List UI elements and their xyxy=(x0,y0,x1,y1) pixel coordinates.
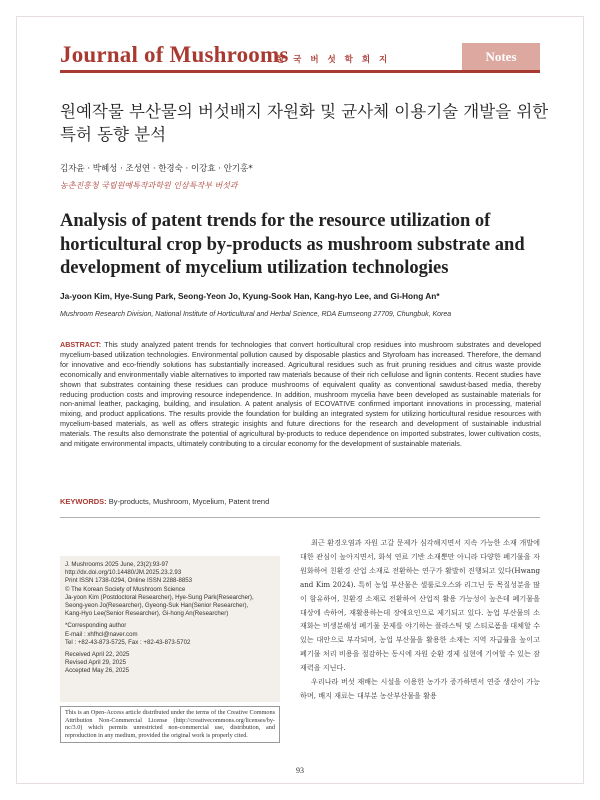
email: E-mail : xhfhcl@naver.com xyxy=(65,630,138,638)
received-date: Received April 22, 2025 xyxy=(65,651,130,659)
affiliation-english: Mushroom Research Division, National Institute of Horticultural and Herbal Science, RDA Eumseong 27709, Chungbuk, Korea xyxy=(60,311,452,318)
author-roles: Seong-yeon Jo(Researcher), Gyeong-Suk Han(Senior Researcher), xyxy=(65,602,249,610)
header-rule xyxy=(60,70,540,73)
journal-title: Journal of Mushrooms xyxy=(60,42,289,67)
license-notice: This is an Open-Access article distributed under the terms of the Creative Commons Attribution Non-Commercial License (http://creativecommons.org/licenses/by-nc/3.0) which permits unrestricted non-commercial use, distribution, and reproduction in any medium, provided the original work is properly cited. xyxy=(60,706,280,743)
section-divider xyxy=(60,517,540,518)
article-title-korean: 원예작물 부산물의 버섯배지 자원화 및 균사체 이용기술 개발을 위한 특허 동향 분석 xyxy=(60,102,549,144)
body-text xyxy=(300,536,540,703)
body-paragraph: 최근 환경오염과 자원 고갈 문제가 심각해지면서 지속 가능한 소재 개발에 대한 관심이 높아지면서, 화석 연료 기반 소재뿐만 아니라 다양한 폐기물을 자원화하여 친환경 산업 소재로 전환하는 연구가 활발히 진행되고 있다(Hwang and Kim 2024). 특히 농업 부산물은 셀룰로오스와 리그닌 등 목질성분을 많이 함유하여, 친환경 소재로 전환하여 산업적 활용 가능성이 높은데 폐기물을 대상에 속하여, 재활용하는데 장애요인으로 제기되고 있다. 농업 부산물의 소재화는 비생분해성 폐기물 문제를 야기하는 플라스틱 및 스티로폼을 대체할 수 있는 대안으로 부각되며, 농업 부산물을 활용한 소재는 지역 자급률을 높이고 폐기물 처리 비용을 절감하는 동시에 자원 순환 경제 실현에 기여할 수 있는 잠재력을 지닌다. xyxy=(300,538,540,673)
article-title-english: Analysis of patent trends for the resource utilization of horticultural crop by-products as mushroom substrate and development of mycelium utilization technologies xyxy=(60,211,525,278)
doi-link[interactable]: http://dx.doi.org/10.14480/JM.2025.23.2.93 xyxy=(65,569,182,577)
keywords xyxy=(60,497,269,506)
abstract-label: ABSTRACT: xyxy=(60,340,102,349)
author-roles: Ja-yoon Kim (Postdoctoral Researcher), Hye-Sung Park(Researcher), xyxy=(65,593,254,601)
copyright: © The Korean Society of Mushroom Science xyxy=(65,585,186,593)
abstract-text: This study analyzed patent trends for technologies that convert horticultural crop residues into mushroom substrates and developed mycelium-based utilization technologies. Environmental pollution caused by disposable plastics and Styrofoam has increased. Therefore, the demand for innovative and eco-friendly solutions has substantially increased. Agricultural residues such as fruit pruning residues and citrus waste provide economically and environmentally viable alternatives to imported raw materials because of their rich cellulose and lignin contents. Recent studies have shown that substrates containing these residues can produce mushrooms of equivalent quality as conventional sawdust-based media, thereby reducing production costs and improving resource independence. In addition, mushroom mycelia have been developed as sustainable materials for non-animal leather, packaging, building, and insulation. A patent analysis of ECOVATIVE confirmed important innovations in processing, material mixing, and product applications. The results provide the foundation for building an integrated system for utilizing horticultural residue resources with mycelium-based materials, as well as offers strategic insights and future directions for the research and development of sustainable industrial materials. The results also demonstrate the potential of agricultural by-products to reduce dependence on imported substrates, lower cultivation costs, and mitigate environmental impacts, ultimately contributing to a circular economy for the development of sustainable materials. xyxy=(60,340,541,449)
authors-korean: 김자윤 · 박혜성 · 조성연 · 한경숙 · 이강효 · 안기홍* xyxy=(60,164,253,174)
abstract xyxy=(60,340,541,449)
keywords-text: By-products, Mushroom, Mycelium, Patent trend xyxy=(108,497,270,506)
accepted-date: Accepted May 26, 2025 xyxy=(65,667,130,675)
section-tag: Notes xyxy=(462,43,540,70)
revised-date: Revised April 29, 2025 xyxy=(65,659,126,667)
author-roles: Kang-Hyo Lee(Senior Researcher), Gi-hong An(Researcher) xyxy=(65,610,229,618)
authors-english: Ja-yoon Kim, Hye-Sung Park, Seong-Yeon Jo, Kyung-Sook Han, Kang-hyo Lee, and Gi-Hong An* xyxy=(60,291,440,301)
article-info-box xyxy=(60,556,280,702)
body-paragraph: 우리나라 버섯 재배는 시설을 이용한 농가가 증가하면서 연중 생산이 가능하며, 배지 재료는 대부분 농산부산물을 활용 xyxy=(300,677,540,700)
affiliation-korean: 농촌진흥청 국립원예특작과학원 인삼특작부 버섯과 xyxy=(60,181,238,190)
journal-korean-title: 한 국 버 섯 학 회 지 xyxy=(276,55,391,65)
keywords-label: KEYWORDS: xyxy=(60,497,107,506)
issn: Print ISSN 1738-0294, Online ISSN 2288-8853 xyxy=(65,577,193,585)
corresponding-author: *Corresponding author xyxy=(65,622,127,630)
citation: J. Mushrooms 2025 June, 23(2):93-97 xyxy=(65,561,169,568)
phone: Tel : +82-43-873-5725, Fax : +82-43-873-5702 xyxy=(65,638,191,646)
page-number: 93 xyxy=(296,766,304,775)
